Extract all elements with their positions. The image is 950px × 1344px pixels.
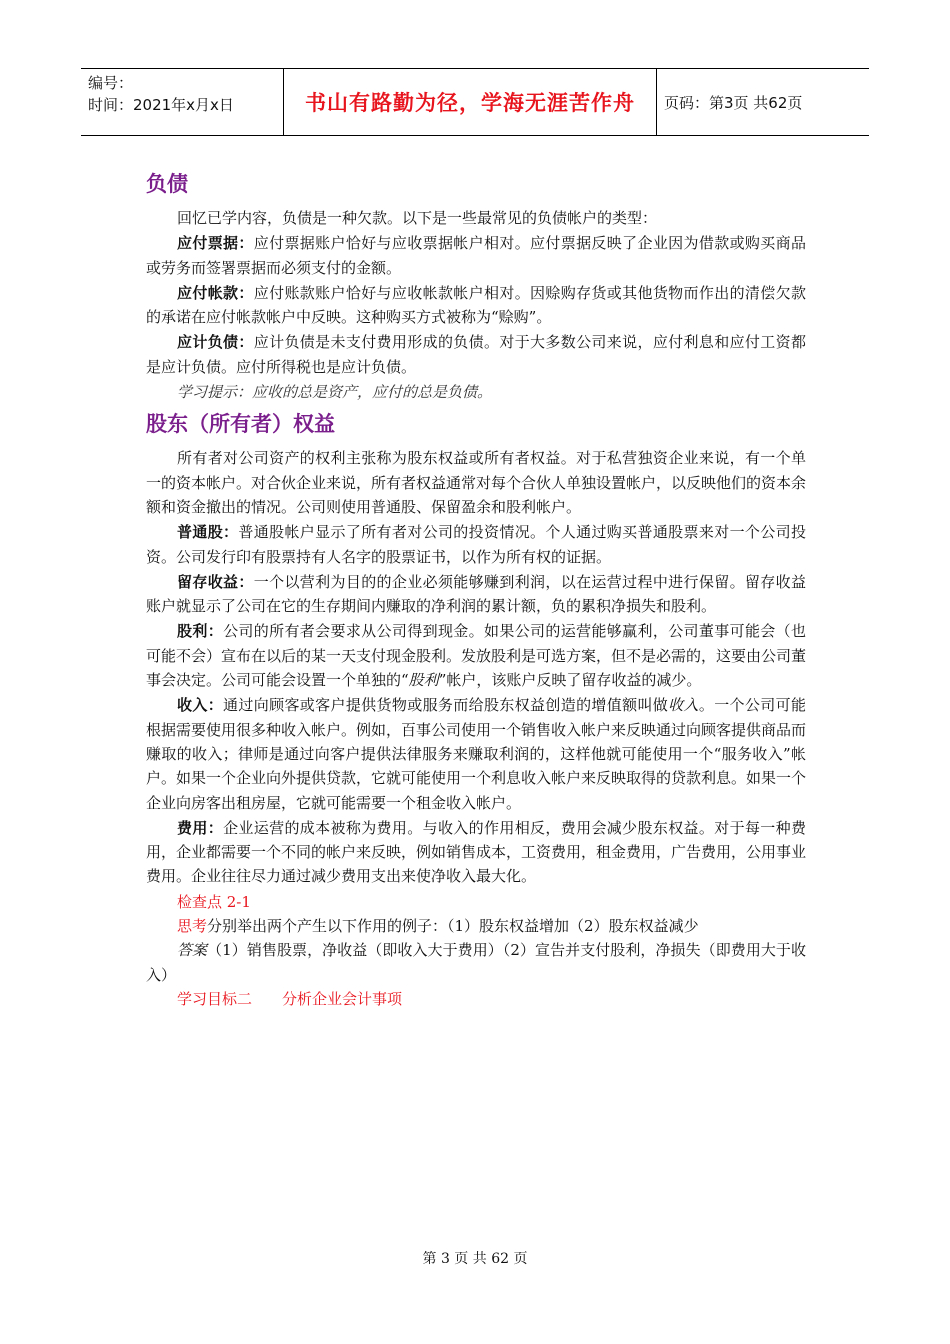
text-dividends-1: 公司的所有者会要求从公司得到现金。如果公司的运营能够赢利，公司董事可能会（也可能不会）宣布在以后的某一天支付现金股利。发放股利是可选方案，但不是必需的，这要由公司董事会决定。公司可能会设置一个单独的“ — [146, 622, 807, 690]
text-common-stock: 普通股帐户显示了所有者对公司的投资情况。个人通过购买普通股票来对一个公司投资。公司发行印有股票持有人名字的股票证书，以作为所有权的证据。 — [146, 523, 806, 566]
text-dividends-2: ”帐户，该账户反映了留存收益的减少。 — [438, 671, 702, 690]
text-retained-earnings: 一个以营利为目的的企业必须能够赚到利润，以在运营过程中进行保留。留存收益账户就显示了公司在它的生存期间内赚取的净利润的累计额，负的累积净损失和股利。 — [146, 572, 806, 616]
page-footer: 第 3 页 共 62 页 — [422, 1251, 528, 1267]
section-title-liabilities: 负债 — [146, 172, 188, 196]
think-text: 分别举出两个产生以下作用的例子：（1）股东权益增加（2）股东权益减少 — [207, 917, 699, 936]
learning-goal — [146, 987, 806, 1011]
term-expenses: 费用： — [177, 818, 224, 837]
checkpoint-label: 检查点 2-1 — [177, 892, 251, 911]
header-meta — [81, 69, 284, 135]
paragraph-common-stock — [146, 520, 806, 569]
goal-label: 学习目标二 — [177, 989, 253, 1008]
text-dividends-italic: 股利 — [408, 671, 439, 690]
answer-text: （1）销售股票，净收益（即收入大于费用）（2）宣告并支付股利，净损失（即费用大于收入） — [146, 941, 806, 984]
study-tip: 学习提示：应收的总是资产，应付的总是负债。 — [177, 383, 493, 402]
checkpoint-answer — [146, 938, 806, 987]
header-page-info: 页码：第3页 共62页 — [664, 93, 803, 112]
equity-intro: 所有者对公司资产的权利主张称为股东权益或所有者权益。对于私营独资企业来说，有一个单一的资本帐户。对合伙企业来说，所有者权益通常对每个合伙人单独设置帐户，以反映他们的资本余额和资金撤出的情况。公司则使用普通股、保留盈余和股利帐户。 — [146, 449, 807, 516]
paragraph-notes-payable — [146, 231, 806, 280]
paragraph-dividends — [146, 619, 806, 692]
term-common-stock: 普通股： — [177, 523, 239, 542]
liabilities-intro: 回忆已学内容，负债是一种欠款。以下是一些最常见的负债帐户的类型： — [177, 209, 658, 227]
term-revenue: 收入： — [177, 696, 224, 715]
number-label: 编号： — [88, 74, 134, 92]
answer-label: 答案 — [177, 941, 208, 960]
text-accrued-liabilities: 应计负债是未支付费用形成的负债。对于大多数公司来说，应付利息和应付工资都是应计负债。应付所得税也是应计负债。 — [146, 333, 806, 376]
paragraph-revenue — [146, 693, 806, 814]
text-revenue-1: 通过向顾客或客户提供货物或服务而给股东权益创造的增值额叫做 — [223, 696, 669, 715]
paragraph-expenses — [146, 816, 806, 889]
term-accounts-payable: 应付帐款： — [177, 283, 254, 302]
paragraph-retained-earnings — [146, 570, 806, 619]
paragraph-accounts-payable — [146, 281, 806, 330]
term-notes-payable: 应付票据： — [177, 234, 254, 253]
think-label: 思考 — [177, 917, 208, 936]
text-expenses: 企业运营的成本被称为费用。与收入的作用相反，费用会减少股东权益。对于每一种费用，企业都需要一个不同的帐户来反映，例如销售成本，工资费用，租金费用，广告费用，公用事业费用。企业往往尽力通过减少费用支出来使净收入最大化。 — [146, 818, 807, 886]
goal-text: 分析企业会计事项 — [282, 989, 403, 1008]
document-body — [146, 168, 806, 1011]
page-header — [81, 68, 869, 136]
text-revenue-2: 。一个公司可能根据需要使用很多种收入帐户。例如，百事公司使用一个销售收入帐户来反映通过向顾客提供商品而赚取的收入；律师是通过向客户提供法律服务来赚取利润的，这样他就可能使用一个“服务收入”帐户。如果一个企业向外提供贷款，它就可能使用一个利息收入帐户来反映取得的贷款利息。如果一个企业向房客出租房屋，它就可能需要一个租金收入帐户。 — [146, 696, 807, 812]
term-retained-earnings: 留存收益： — [177, 572, 254, 591]
paragraph-accrued-liabilities — [146, 330, 806, 379]
section-title-equity: 股东（所有者）权益 — [146, 412, 335, 437]
term-dividends: 股利： — [177, 622, 224, 641]
checkpoint-question — [146, 914, 806, 938]
term-accrued-liabilities: 应计负债： — [177, 333, 254, 352]
text-accounts-payable: 应付账款账户恰好与应收帐款帐户相对。因赊购存货或其他货物而作出的清偿欠款的承诺在应付帐款帐户中反映。这种购买方式被称为“赊购”。 — [146, 283, 806, 327]
text-revenue-italic: 收入 — [668, 696, 699, 715]
text-notes-payable: 应付票据账户恰好与应收票据帐户相对。应付票据反映了企业因为借款或购买商品或劳务而签署票据而必须支付的金额。 — [146, 234, 806, 277]
header-motto: 书山有路勤为径，学海无涯苦作舟 — [284, 69, 657, 135]
time-label: 时间：2021年x月x日 — [88, 96, 234, 114]
